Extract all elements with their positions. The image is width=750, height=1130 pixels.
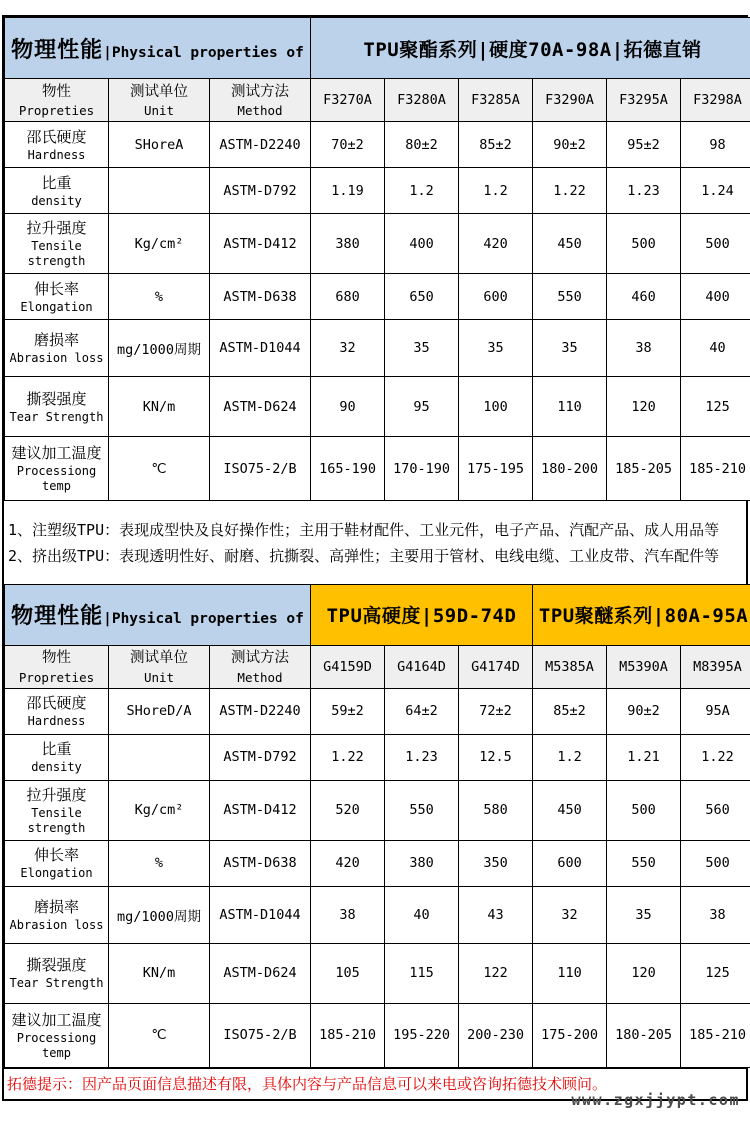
value-cell: 200-230	[459, 1003, 533, 1067]
column-header-method: 测试方法 Method	[210, 79, 311, 122]
property-label-en: Abrasion loss	[9, 917, 104, 932]
value-cell: 90	[311, 377, 385, 437]
property-label-en: Elongation	[20, 866, 93, 880]
property-label	[5, 377, 109, 437]
value-cell: 550	[533, 274, 607, 320]
value-cell: 180-205	[607, 1003, 681, 1067]
product-code-header: G4159D	[311, 645, 385, 688]
value-cell: 1.2	[459, 168, 533, 214]
note-injection-grade: 1、注塑级TPU：表现成型快及良好操作性；主用于鞋材配件、工业元件，电子产品、汽配产品、成人用品等	[8, 521, 720, 539]
note-extrusion-grade: 2、挤出级TPU：表现透明性好、耐磨、抗撕裂、高弹性；主要用于管材、电线电缆、工业皮带、汽车配件等	[8, 547, 720, 566]
value-cell: 120	[607, 943, 681, 1003]
header-en: |Physical properties of	[103, 44, 304, 61]
value-cell: 35	[533, 320, 607, 377]
value-cell: 600	[459, 274, 533, 320]
value-cell: 125	[681, 377, 750, 437]
property-label	[5, 943, 109, 1003]
property-label-zh: 伸长率	[33, 279, 79, 298]
method-cell: ASTM-D1044	[210, 320, 311, 377]
product-code-header: F3285A	[459, 79, 533, 122]
property-label-en: Hardness	[27, 714, 86, 728]
value-cell: 1.2	[533, 734, 607, 780]
value-cell: 400	[385, 214, 459, 274]
value-cell: 125	[681, 943, 750, 1003]
property-label-zh: 比重	[41, 740, 72, 758]
value-cell: 1.23	[607, 168, 681, 214]
value-cell: 122	[459, 943, 533, 1003]
method-cell: ASTM-D792	[210, 734, 311, 780]
property-label	[5, 780, 109, 840]
value-cell: 98	[681, 122, 750, 168]
value-cell: 560	[681, 780, 750, 840]
vendor-tip-text: 拓德提示：因产品页面信息描述有限，具体内容与产品信息可以来电或咨询拓德技术顾问。	[7, 1074, 608, 1093]
value-cell: 500	[607, 214, 681, 274]
unit-cell: %	[109, 840, 210, 886]
value-cell: 90±2	[607, 688, 681, 734]
value-cell: 95±2	[607, 122, 681, 168]
column-header-property: 物性 Propreties	[5, 645, 109, 688]
property-label	[5, 168, 109, 214]
property-label-zh: 拉升强度	[26, 785, 87, 804]
method-cell: ISO75-2/B	[210, 437, 311, 501]
property-label-en: density	[31, 193, 82, 208]
table-row	[5, 168, 750, 214]
table-row	[5, 886, 750, 943]
column-header-method: 测试方法 Method	[210, 645, 311, 688]
physical-properties-header	[5, 18, 311, 79]
method-cell: ASTM-D624	[210, 943, 311, 1003]
value-cell: 72±2	[459, 688, 533, 734]
value-cell: 105	[311, 943, 385, 1003]
property-label	[5, 437, 109, 501]
value-cell: 70±2	[311, 122, 385, 168]
table1-series-title: TPU聚酯系列|硬度70A-98A|拓德直销	[311, 18, 750, 79]
value-cell: 380	[311, 214, 385, 274]
value-cell: 35	[459, 320, 533, 377]
table2-column-header-row	[5, 645, 750, 688]
value-cell: 450	[533, 214, 607, 274]
property-label	[5, 122, 109, 168]
unit-cell: mg/1000周期	[109, 886, 210, 943]
unit-cell: Kg/cm²	[109, 214, 210, 274]
product-code-header: M5385A	[533, 645, 607, 688]
property-label-zh: 邵氏硬度	[26, 127, 87, 146]
property-label-en: Tensile strength	[27, 239, 86, 268]
unit-cell: SHoreA	[109, 122, 210, 168]
value-cell: 420	[311, 840, 385, 886]
unit-cell	[109, 734, 210, 780]
table-row	[5, 274, 750, 320]
method-cell: ASTM-D412	[210, 780, 311, 840]
value-cell: 195-220	[385, 1003, 459, 1067]
unit-cell: %	[109, 274, 210, 320]
value-cell: 500	[681, 840, 750, 886]
value-cell: 400	[681, 274, 750, 320]
property-label-en: Processiong temp	[16, 464, 97, 493]
value-cell: 460	[607, 274, 681, 320]
table-row	[5, 734, 750, 780]
value-cell: 38	[607, 320, 681, 377]
product-code-header: F3270A	[311, 79, 385, 122]
property-label-en: Processiong temp	[16, 1030, 97, 1060]
column-header-unit: 测试单位 Unit	[109, 645, 210, 688]
value-cell: 1.21	[607, 734, 681, 780]
product-code-header: G4174D	[459, 645, 533, 688]
table-row	[5, 840, 750, 886]
value-cell: 600	[533, 840, 607, 886]
method-cell: ASTM-D792	[210, 168, 311, 214]
property-label	[5, 320, 109, 377]
header-zh: 物理性能	[11, 37, 104, 63]
value-cell: 550	[607, 840, 681, 886]
unit-cell: KN/m	[109, 943, 210, 1003]
property-label-en: density	[31, 760, 82, 774]
value-cell: 1.24	[681, 168, 750, 214]
header-en: |Physical properties of	[103, 611, 304, 627]
sheet-frame	[2, 15, 748, 1101]
table-row	[5, 122, 750, 168]
product-code-header: F3295A	[607, 79, 681, 122]
method-cell: ASTM-D1044	[210, 886, 311, 943]
value-cell: 38	[681, 886, 750, 943]
value-cell: 520	[311, 780, 385, 840]
value-cell: 175-195	[459, 437, 533, 501]
product-code-header: G4164D	[385, 645, 459, 688]
value-cell: 185-205	[607, 437, 681, 501]
value-cell: 175-200	[533, 1003, 607, 1067]
value-cell: 1.22	[681, 734, 750, 780]
value-cell: 100	[459, 377, 533, 437]
table2-title-row	[5, 584, 750, 645]
value-cell: 500	[607, 780, 681, 840]
property-label-zh: 撕裂强度	[26, 389, 87, 408]
property-label-zh: 邵氏硬度	[26, 694, 87, 712]
property-label-en: Hardness	[27, 147, 86, 162]
unit-cell: SHoreD/A	[109, 688, 210, 734]
value-cell: 580	[459, 780, 533, 840]
table-row	[5, 214, 750, 274]
table2-series-title-polyether: TPU聚醚系列|80A-95A	[533, 584, 750, 645]
table1-title-row	[5, 18, 750, 79]
value-cell: 95A	[681, 688, 750, 734]
table-row	[5, 377, 750, 437]
method-cell: ISO75-2/B	[210, 1003, 311, 1067]
table-row	[5, 437, 750, 501]
property-label	[5, 274, 109, 320]
table2-series-title-hardness: TPU高硬度|59D-74D	[311, 584, 533, 645]
property-label-zh: 比重	[41, 173, 72, 192]
property-label-zh: 磨损率	[33, 897, 79, 916]
value-cell: 680	[311, 274, 385, 320]
property-label-en: Abrasion loss	[9, 351, 104, 365]
value-cell: 1.23	[385, 734, 459, 780]
value-cell: 500	[681, 214, 750, 274]
table-row	[5, 320, 750, 377]
value-cell: 1.19	[311, 168, 385, 214]
value-cell: 650	[385, 274, 459, 320]
property-label	[5, 1003, 109, 1067]
unit-cell: mg/1000周期	[109, 320, 210, 377]
method-cell: ASTM-D638	[210, 274, 311, 320]
property-label-zh: 拉升强度	[26, 219, 87, 237]
tpu-grade-notes	[4, 501, 746, 584]
value-cell: 32	[311, 320, 385, 377]
value-cell: 43	[459, 886, 533, 943]
product-code-header: F3280A	[385, 79, 459, 122]
unit-cell: ℃	[109, 437, 210, 501]
method-cell: ASTM-D2240	[210, 122, 311, 168]
property-label-zh: 建议加工温度	[11, 444, 102, 462]
product-code-header: M8395A	[681, 645, 750, 688]
property-label	[5, 214, 109, 274]
value-cell: 1.22	[533, 168, 607, 214]
value-cell: 180-200	[533, 437, 607, 501]
property-label	[5, 840, 109, 886]
property-label-en: Tear Strength	[9, 409, 104, 424]
value-cell: 85±2	[459, 122, 533, 168]
value-cell: 110	[533, 943, 607, 1003]
product-code-header: M5390A	[607, 645, 681, 688]
value-cell: 170-190	[385, 437, 459, 501]
value-cell: 185-210	[681, 1003, 750, 1067]
method-cell: ASTM-D2240	[210, 688, 311, 734]
table-row	[5, 688, 750, 734]
value-cell: 95	[385, 377, 459, 437]
product-code-header: F3298A	[681, 79, 750, 122]
value-cell: 185-210	[311, 1003, 385, 1067]
table-row	[5, 943, 750, 1003]
value-cell: 450	[533, 780, 607, 840]
column-header-unit: 测试单位 Unit	[109, 79, 210, 122]
property-label	[5, 886, 109, 943]
value-cell: 110	[533, 377, 607, 437]
table2-body	[5, 688, 750, 1067]
value-cell: 90±2	[533, 122, 607, 168]
table1-body	[5, 122, 750, 501]
property-label-en: Tear Strength	[9, 976, 104, 990]
unit-cell	[109, 168, 210, 214]
value-cell: 35	[607, 886, 681, 943]
value-cell: 185-210	[681, 437, 750, 501]
polyester-series-table	[4, 17, 750, 501]
value-cell: 59±2	[311, 688, 385, 734]
value-cell: 550	[385, 780, 459, 840]
website-watermark: www.zgxjjypt.com	[571, 1091, 740, 1109]
table-row	[5, 1003, 750, 1067]
unit-cell: KN/m	[109, 377, 210, 437]
product-code-header: F3290A	[533, 79, 607, 122]
property-label-en: Tensile strength	[27, 805, 86, 835]
table-row	[5, 780, 750, 840]
property-label-zh: 磨损率	[33, 331, 79, 349]
value-cell: 32	[533, 886, 607, 943]
property-label-en: Elongation	[20, 299, 93, 314]
unit-cell: Kg/cm²	[109, 780, 210, 840]
property-label-zh: 撕裂强度	[26, 956, 87, 974]
value-cell: 1.22	[311, 734, 385, 780]
property-label	[5, 688, 109, 734]
property-label-zh: 伸长率	[33, 846, 79, 864]
value-cell: 64±2	[385, 688, 459, 734]
value-cell: 380	[385, 840, 459, 886]
value-cell: 350	[459, 840, 533, 886]
value-cell: 165-190	[311, 437, 385, 501]
unit-cell: ℃	[109, 1003, 210, 1067]
value-cell: 40	[681, 320, 750, 377]
value-cell: 38	[311, 886, 385, 943]
value-cell: 120	[607, 377, 681, 437]
method-cell: ASTM-D638	[210, 840, 311, 886]
value-cell: 12.5	[459, 734, 533, 780]
method-cell: ASTM-D624	[210, 377, 311, 437]
value-cell: 420	[459, 214, 533, 274]
property-label-zh: 建议加工温度	[11, 1010, 102, 1029]
value-cell: 115	[385, 943, 459, 1003]
column-header-property: 物性 Propreties	[5, 79, 109, 122]
value-cell: 35	[385, 320, 459, 377]
value-cell: 40	[385, 886, 459, 943]
value-cell: 1.2	[385, 168, 459, 214]
method-cell: ASTM-D412	[210, 214, 311, 274]
physical-properties-header	[5, 584, 311, 645]
value-cell: 85±2	[533, 688, 607, 734]
header-zh: 物理性能	[11, 604, 104, 629]
high-hardness-polyether-table	[4, 584, 750, 1068]
table1-column-header-row	[5, 79, 750, 122]
property-label	[5, 734, 109, 780]
value-cell: 80±2	[385, 122, 459, 168]
